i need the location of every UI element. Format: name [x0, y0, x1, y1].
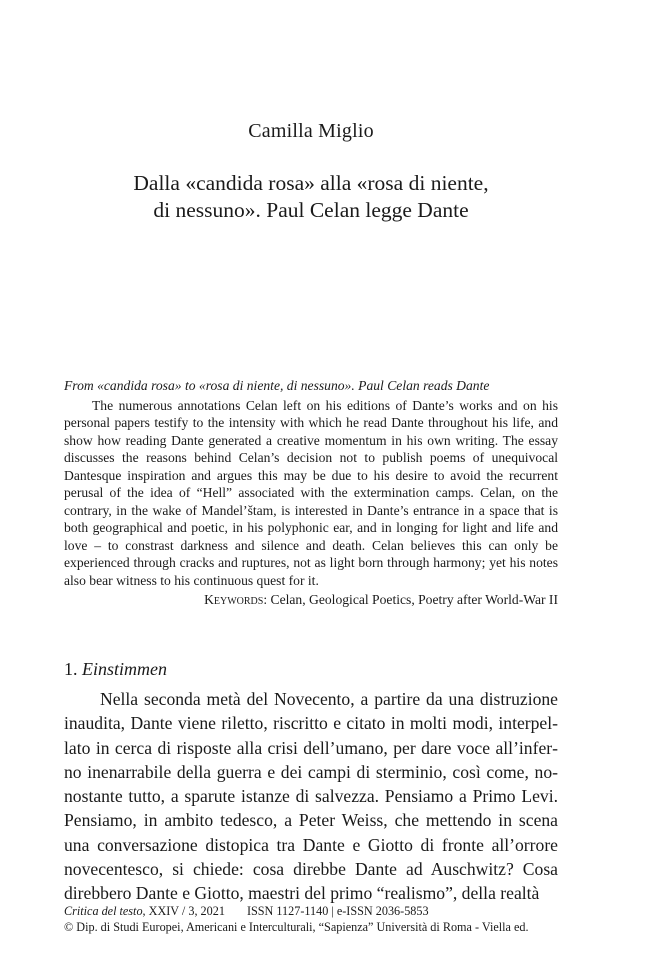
- page-footer: [64, 903, 564, 935]
- footer-citation-line: [64, 903, 564, 919]
- journal-volume: , XXIV / 3, 2021: [142, 904, 225, 918]
- author-name: Camilla Miglio: [248, 120, 374, 142]
- keywords-line: [64, 591, 558, 609]
- article-page: [64, 0, 558, 975]
- section-heading: [64, 659, 167, 680]
- abstract-body: The numerous annotations Celan left on his editions of Dante’s works and on his personal papers testify to the intensity with which he read Dante throughout his life, and show how reading Dante generated a creative momentum in his own writing. The essay discusses the reasons behind Celan’s decision not to publish poems of unequivocal Dantesque inspiration and argues this may be due to his desire to avoid the recurrent perusal of the idea of “Hell” associated with the extermination camps. Celan, on the contrary, in the wake of Mandel’štam, is interested in Dante’s entrance in a space that is both geographical and poetic, in his polyphonic ear, and in longing for light and life and love – to constrast darkness and silence and death. Celan believes this can only be experienced through cracks and ruptures, not as light born through harmony; yet his notes also bear witness to his continuous quest for it.: [64, 397, 558, 588]
- body-paragraph: Nella seconda metà del Novecento, a partire da una distruzione inaudita, Dante viene riletto, riscritto e citato in molti modi, interpellato in cerca di risposte alla crisi dell’umano, per dare voce all’inferno inenarrabile della guerra e dei campi di sterminio, così come, nonostante tutto, a sparute istanze di salvezza. Pensiamo a Primo Levi. Pensiamo, in ambito tedesco, a Peter Weiss, che mettendo in scena una conversazione distopica tra Dante e Giotto di fronte all’orrore novecentesco, si chiede: cosa direbbe Dante ad Auschwitz? Cosa direbbero Dante e Giotto, maestri del primo “realismo”, della realtà: [64, 689, 558, 904]
- article-title-line-2: di nessuno». Paul Celan legge Dante: [153, 198, 469, 222]
- article-title-line-1: Dalla «candida rosa» alla «rosa di niente,: [133, 171, 489, 195]
- journal-issn: ISSN 1127-1140 | e-ISSN 2036-5853: [246, 904, 429, 918]
- abstract-block: [64, 377, 558, 609]
- journal-name: Critica del testo: [64, 904, 143, 918]
- section-number: 1.: [64, 659, 78, 679]
- keywords-label: Keywords: [204, 592, 264, 607]
- section-name: Einstimmen: [82, 659, 167, 679]
- footer-copyright: © Dip. di Studi Europei, Americani e Interculturali, “Sapienza” Università di Roma - Viella ed.: [64, 920, 529, 934]
- abstract-title: From «candida rosa» to «rosa di niente, di nessuno». Paul Celan reads Dante: [64, 378, 490, 393]
- article-title: [64, 170, 558, 224]
- keywords-list: : Celan, Geological Poetics, Poetry after World-War II: [263, 592, 558, 607]
